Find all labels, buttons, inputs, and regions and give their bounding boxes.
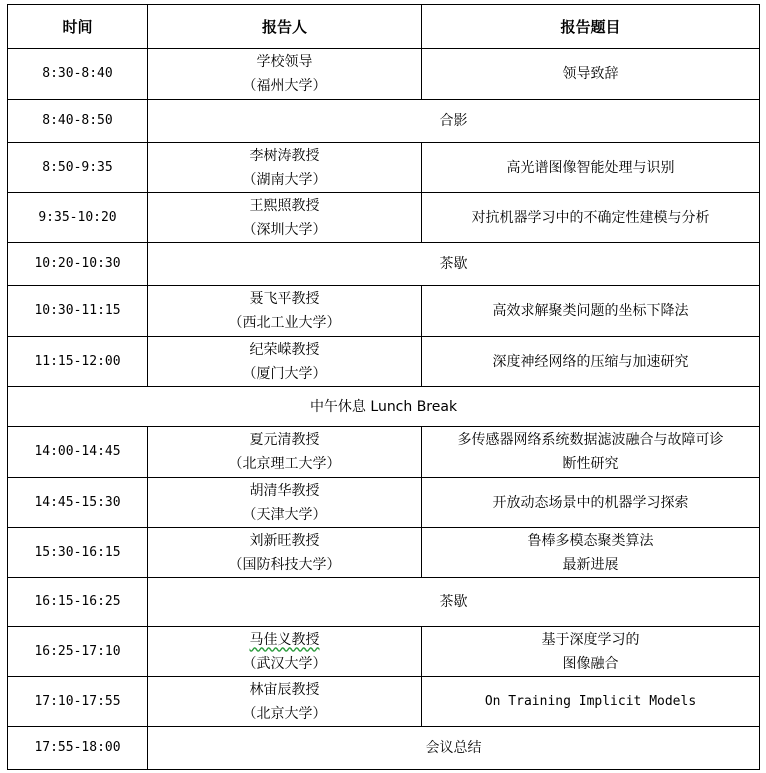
- topic-cell: [422, 478, 760, 528]
- speaker-cell: [148, 427, 422, 478]
- topic-line: 断性研究: [562, 456, 619, 472]
- speaker-cell: [148, 193, 422, 243]
- speaker-affiliation: （北京大学）: [242, 705, 327, 722]
- time-cell: 17:55-18:00: [8, 727, 148, 770]
- table-row: [8, 578, 760, 627]
- topic-cell: [422, 143, 760, 193]
- topic-line: 图像融合: [562, 655, 619, 672]
- time-cell: 8:40-8:50: [8, 100, 148, 143]
- speaker-name: 胡清华教授: [249, 482, 320, 499]
- speaker-cell: [148, 337, 422, 387]
- time-cell: 14:45-15:30: [8, 478, 148, 528]
- time-cell: 16:15-16:25: [8, 578, 148, 627]
- topic-cell: [422, 627, 760, 677]
- topic-line: 高光谱图像智能处理与识别: [506, 159, 675, 176]
- topic-line: 开放动态场景中的机器学习探索: [492, 494, 689, 511]
- lunch-break-cell: 中午休息 Lunch Break: [8, 387, 760, 427]
- speaker-name: 夏元清教授: [249, 432, 320, 448]
- time-cell: 8:30-8:40: [8, 49, 148, 100]
- speaker-affiliation: （湖南大学）: [242, 171, 327, 188]
- speaker-cell: [148, 627, 422, 677]
- session-cell: 茶歇: [148, 578, 760, 627]
- speaker-affiliation: （深圳大学）: [242, 221, 327, 238]
- speaker-name: 马佳义教授: [249, 631, 320, 648]
- table-row: [8, 286, 760, 337]
- topic-line: 领导致辞: [562, 66, 619, 82]
- topic-cell: [422, 427, 760, 478]
- table-row: [8, 677, 760, 727]
- speaker-affiliation: （福州大学）: [242, 78, 327, 94]
- time-cell: 16:25-17:10: [8, 627, 148, 677]
- topic-cell: [422, 286, 760, 337]
- topic-cell: [422, 677, 760, 727]
- topic-line: 基于深度学习的: [541, 631, 640, 648]
- speaker-affiliation: （武汉大学）: [242, 655, 327, 672]
- time-cell: 14:00-14:45: [8, 427, 148, 478]
- speaker-cell: [148, 49, 422, 100]
- time-cell: 10:20-10:30: [8, 243, 148, 286]
- table-row: [8, 627, 760, 677]
- speaker-affiliation: （厦门大学）: [242, 365, 327, 382]
- header-topic: 报告题目: [422, 5, 760, 49]
- table-row: [8, 337, 760, 387]
- topic-cell: [422, 49, 760, 100]
- table-row: [8, 100, 760, 143]
- speaker-name: 林宙辰教授: [249, 681, 320, 698]
- speaker-name: 聂飞平教授: [249, 291, 320, 307]
- time-cell: 11:15-12:00: [8, 337, 148, 387]
- table-row: [8, 478, 760, 528]
- topic-cell: [422, 193, 760, 243]
- speaker-cell: [148, 528, 422, 578]
- speaker-cell: [148, 478, 422, 528]
- table-row: [8, 427, 760, 478]
- speaker-name: 李树涛教授: [249, 147, 320, 164]
- table-row: [8, 143, 760, 193]
- session-cell: 会议总结: [148, 727, 760, 770]
- session-cell: 合影: [148, 100, 760, 143]
- table-row: [8, 727, 760, 770]
- time-cell: 8:50-9:35: [8, 143, 148, 193]
- table-row: [8, 193, 760, 243]
- speaker-cell: [148, 143, 422, 193]
- topic-line: 多传感器网络系统数据滤波融合与故障可诊: [457, 432, 724, 448]
- speaker-affiliation: （北京理工大学）: [228, 456, 341, 472]
- topic-cell: [422, 528, 760, 578]
- speaker-affiliation: （国防科技大学）: [228, 556, 341, 573]
- topic-line: 高效求解聚类问题的坐标下降法: [492, 303, 689, 319]
- topic-line: 最新进展: [562, 556, 619, 573]
- topic-cell: [422, 337, 760, 387]
- topic-line: 鲁棒多模态聚类算法: [527, 532, 654, 549]
- time-cell: 10:30-11:15: [8, 286, 148, 337]
- table-row: [8, 528, 760, 578]
- time-cell: 17:10-17:55: [8, 677, 148, 727]
- speaker-affiliation: （西北工业大学）: [228, 315, 341, 331]
- time-cell: 15:30-16:15: [8, 528, 148, 578]
- table-row: [8, 387, 760, 427]
- speaker-name: 学校领导: [256, 54, 313, 70]
- speaker-name: 王熙照教授: [249, 197, 320, 214]
- topic-line: 深度神经网络的压缩与加速研究: [492, 353, 689, 370]
- topic-line: On Training Implicit Models: [484, 693, 697, 709]
- table-row: [8, 243, 760, 286]
- speaker-name: 刘新旺教授: [249, 532, 320, 549]
- time-cell: 9:35-10:20: [8, 193, 148, 243]
- speaker-cell: [148, 677, 422, 727]
- speaker-name: 纪荣嵘教授: [249, 341, 320, 358]
- header-row: [8, 5, 760, 49]
- header-time: 时间: [8, 5, 148, 49]
- table-row: [8, 49, 760, 100]
- speaker-cell: [148, 286, 422, 337]
- topic-line: 对抗机器学习中的不确定性建模与分析: [471, 209, 710, 226]
- session-cell: 茶歇: [148, 243, 760, 286]
- schedule-table: [7, 4, 760, 770]
- header-speaker: 报告人: [148, 5, 422, 49]
- speaker-affiliation: （天津大学）: [242, 506, 327, 523]
